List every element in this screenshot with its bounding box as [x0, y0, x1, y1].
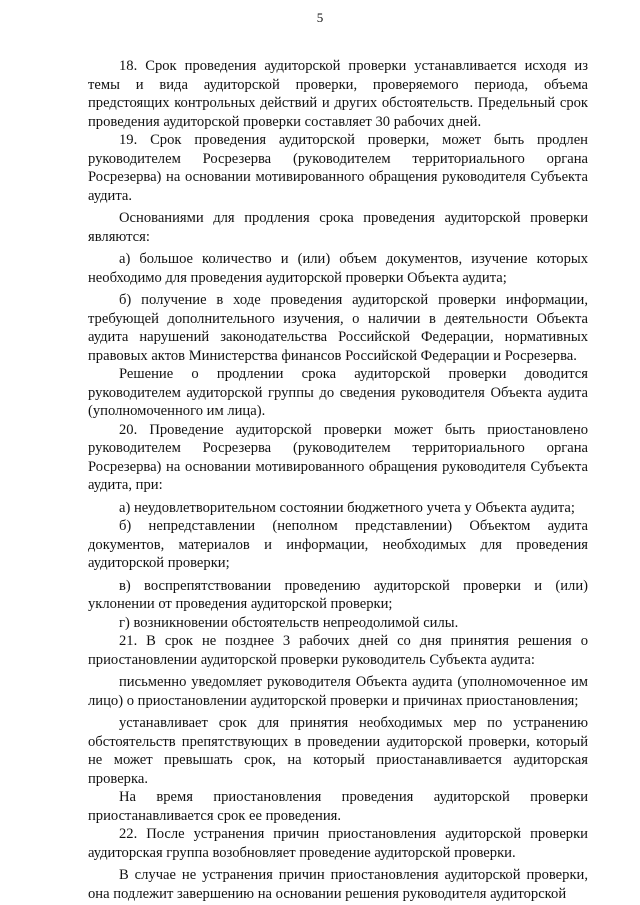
paragraph-22: 22. После устранения причин приостановления аудиторской проверки аудиторская группа возобновляет проведение аудиторской проверки. [88, 826, 588, 861]
paragraph-suspension-period: На время приостановления проведения аудиторской проверки приостанавливается срок ее проведения. [88, 789, 588, 824]
list-item-suspension-b: б) непредставлении (неполном представлении) Объектом аудита документов, материалов и информации, необходимых для проведения аудиторской проверки; [88, 518, 588, 571]
paragraph-21-notify: письменно уведомляет руководителя Объекта аудита (уполномоченное им лицо) о приостановлении аудиторской проверки и причинах приостановления; [88, 674, 588, 709]
paragraph-extension-decision: Решение о продлении срока аудиторской проверки доводится руководителем аудиторской группы до сведения руководителя Объекта аудита (уполномоченного им лица). [88, 366, 588, 419]
list-item-suspension-d: г) возникновении обстоятельств непреодолимой силы. [119, 614, 459, 631]
paragraph-19: 19. Срок проведения аудиторской проверки, может быть продлен руководителем Росрезерва (руководителем территориального органа Росрезерва) на основании мотивированного обращения руководителя Субъекта аудита. [88, 132, 588, 204]
list-item-suspension-a: а) неудовлетворительном состоянии бюджетного учета у Объекта аудита; [119, 499, 575, 516]
paragraph-18: 18. Срок проведения аудиторской проверки устанавливается исходя из темы и вида аудиторской проверки, проверяемого периода, объема предстоящих контрольных действий и других обстоятельств. Предельный срок проведения аудиторской проверки составляет 30 рабочих дней. [88, 58, 588, 130]
paragraph-22-completion: В случае не устранения причин приостановления аудиторской проверки, она подлежит завершению на основании решения руководителя аудиторской [88, 867, 588, 902]
paragraph-20: 20. Проведение аудиторской проверки может быть приостановлено руководителем Росрезерва (руководителем территориального органа Росрезерва) на основании мотивированного обращения руководителя Субъекта аудита, при: [88, 421, 588, 493]
document-body [88, 57, 588, 903]
page-number: 5 [316, 10, 324, 25]
list-item-extension-a: а) большое количество и (или) объем документов, изучение которых необходимо для проведения аудиторской проверки Объекта аудита; [88, 251, 588, 286]
paragraph-21: 21. В срок не позднее 3 рабочих дней со дня принятия решения о приостановлении аудиторской проверки руководитель Субъекта аудита: [88, 633, 588, 668]
paragraph-21-deadline: устанавливает срок для принятия необходимых мер по устранению обстоятельств препятствующих в проведении аудиторской проверки, который не может превышать срок, на который приостанавливается аудиторская проверка. [88, 715, 588, 787]
list-item-suspension-c: в) воспрепятствовании проведению аудиторской проверки и (или) уклонении от проведения аудиторской проверки; [88, 577, 588, 612]
list-item-extension-b: б) получение в ходе проведения аудиторской проверки информации, требующей дополнительного изучения, о наличии в деятельности Объекта аудита нарушений законодательства Российской Федерации, нормативных правовых актов Министерства финансов Российской Федерации и Росрезерва. [88, 292, 588, 364]
paragraph-extension-grounds: Основаниями для продления срока проведения аудиторской проверки являются: [88, 210, 588, 245]
